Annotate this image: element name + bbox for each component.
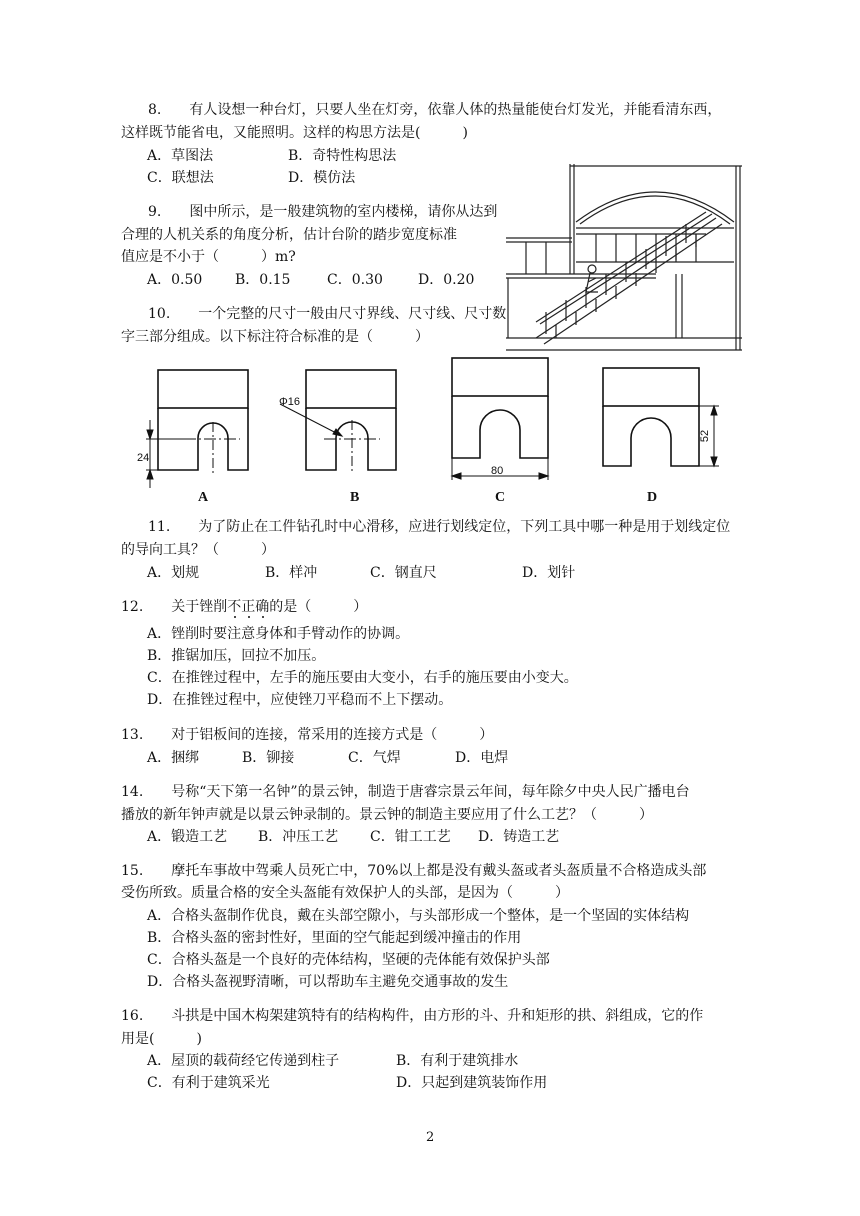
q15-option-d: D．合格头盔视野清晰，可以帮助车主避免交通事故的发生 bbox=[147, 974, 509, 990]
q15-line1: 15. 摩托车事故中驾乘人员死亡中，70%以上都是没有戴头盔或者头盔质量不合格造成头部 bbox=[121, 863, 707, 879]
q15-option-b: B．合格头盔的密封性好，里面的空气能起到缓冲撞击的作用 bbox=[147, 930, 522, 946]
q9-line2: 合理的人机关系的角度分析，估计台阶的踏步宽度标准 bbox=[121, 227, 457, 243]
dim-label-b: Φ16 bbox=[279, 396, 301, 408]
q14-option-b: B．冲压工艺 bbox=[258, 829, 339, 845]
q9-line3: 值应是不小于（ ）m? bbox=[121, 249, 296, 265]
q11-option-a: A．划规 bbox=[147, 565, 200, 581]
staircase-illustration bbox=[506, 162, 744, 352]
q16-line1: 16. 斗拱是中国木构架建筑特有的结构构件，由方形的斗、升和矩形的拱、斜组成，它的作 bbox=[121, 1008, 704, 1024]
q12-emphasis-2: 正 bbox=[241, 599, 256, 615]
dim-label-a: 24 bbox=[137, 452, 150, 464]
q14-option-d: D．铸造工艺 bbox=[478, 829, 560, 845]
q9-option-c: C．0.30 bbox=[327, 272, 383, 288]
figure-label-a: A bbox=[198, 490, 209, 505]
q9-option-a: A．0.50 bbox=[147, 272, 203, 288]
q8-option-d: D．模仿法 bbox=[288, 170, 356, 186]
figure-label-c: C bbox=[495, 490, 506, 505]
q13-line1: 13. 对于铝板间的连接，常采用的连接方式是（ ） bbox=[121, 727, 494, 743]
q9-line1: 9. 图中所示，是一般建筑物的室内楼梯，请你从达到 bbox=[148, 204, 498, 220]
q11-option-c: C．钢直尺 bbox=[370, 565, 437, 581]
q14-line2: 播放的新年钟声就是以景云钟录制的。景云钟的制造主要应用了什么工艺？（ ） bbox=[121, 807, 653, 823]
q12-option-c: C．在推锉过程中，左手的施压要由大变小，右手的施压要由小变大。 bbox=[147, 670, 578, 686]
q12-option-d: D．在推锉过程中，应使锉刀平稳而不上下摆动。 bbox=[147, 692, 453, 708]
figure-label-d: D bbox=[647, 490, 658, 505]
q16-option-d: D．只起到建筑装饰作用 bbox=[396, 1075, 548, 1091]
dimension-figure-a bbox=[136, 360, 266, 490]
q8-option-a: A．草图法 bbox=[147, 148, 214, 164]
q12-option-a: A．锉削时要注意身体和手臂动作的协调。 bbox=[147, 626, 410, 642]
dimension-figure-d bbox=[595, 360, 725, 480]
q11-line2: 的导向工具？（ ） bbox=[121, 542, 275, 558]
q13-option-d: D．电焊 bbox=[455, 750, 509, 766]
q12-stem-post: 的是（ ） bbox=[269, 599, 368, 615]
q14-line1: 14. 号称“天下第一名钟”的景云钟，制造于唐睿宗景云年间，每年除夕中央人民广播电台 bbox=[121, 784, 690, 800]
q10-line1: 10. 一个完整的尺寸一般由尺寸界线、尺寸线、尺寸数 bbox=[148, 306, 507, 322]
q11-option-d: D．划针 bbox=[522, 565, 576, 581]
q11-option-b: B．样冲 bbox=[265, 565, 318, 581]
q12-option-b: B．推锯加压，回拉不加压。 bbox=[147, 648, 326, 664]
q8-line1: 8. 有人设想一种台灯，只要人坐在灯旁，依靠人体的热量能使台灯发光，并能看清东西， bbox=[148, 102, 722, 118]
figure-label-b: B bbox=[350, 490, 360, 505]
q8-option-c: C．联想法 bbox=[147, 170, 214, 186]
q8-line2: 这样既节能省电，又能照明。这样的构思方法是( ) bbox=[121, 125, 468, 141]
q15-option-c: C．合格头盔是一个良好的壳体结构，坚硬的壳体能有效保护头部 bbox=[147, 952, 550, 968]
dimension-figure-b bbox=[280, 360, 410, 490]
q13-option-a: A．捆绑 bbox=[147, 750, 200, 766]
q12-stem-pre: 12. 关于锉削 bbox=[121, 599, 228, 615]
q13-option-c: C．气焊 bbox=[348, 750, 401, 766]
q8-option-b: B．奇特性构思法 bbox=[288, 148, 397, 164]
q11-line1: 11. 为了防止在工件钻孔时中心滑移，应进行划线定位，下列工具中哪一种是用于划线定位 bbox=[148, 519, 731, 535]
q15-line2: 受伤所致。质量合格的安全头盔能有效保护人的头部，是因为（ ） bbox=[121, 885, 569, 901]
q16-option-b: B．有利于建筑排水 bbox=[396, 1053, 519, 1069]
dim-label-d: 52 bbox=[699, 429, 712, 443]
q16-option-c: C．有利于建筑采光 bbox=[147, 1075, 270, 1091]
q15-option-a: A．合格头盔制作优良，戴在头部空隙小，与头部形成一个整体，是一个坚固的实体结构 bbox=[147, 908, 690, 924]
q13-option-b: B．铆接 bbox=[242, 750, 295, 766]
q16-line2: 用是( ) bbox=[121, 1031, 202, 1047]
dim-label-c: 80 bbox=[491, 465, 504, 477]
q14-option-a: A．锻造工艺 bbox=[147, 829, 228, 845]
q12-stem bbox=[121, 597, 367, 617]
q9-option-d: D．0.20 bbox=[418, 272, 475, 288]
q12-emphasis-1: 不 bbox=[227, 599, 242, 615]
q12-emphasis-3: 确 bbox=[255, 599, 270, 615]
q9-option-b: B．0.15 bbox=[235, 272, 291, 288]
q14-option-c: C．钳工工艺 bbox=[370, 829, 451, 845]
page-number: 2 bbox=[426, 1130, 435, 1145]
q16-option-a: A．屋顶的载荷经它传递到柱子 bbox=[147, 1053, 340, 1069]
q10-line2: 字三部分组成。以下标注符合标准的是（ ） bbox=[121, 329, 429, 345]
